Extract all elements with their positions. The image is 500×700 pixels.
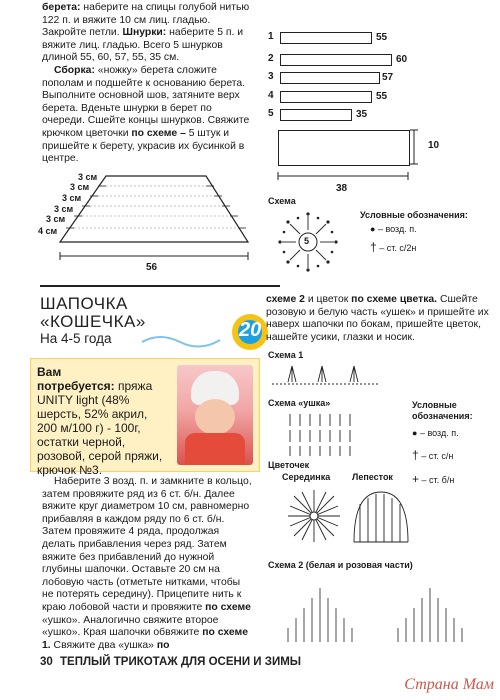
top-legend (360, 210, 500, 254)
petal-drawing (346, 486, 416, 546)
ushko-scheme-label: Схема «ушка» (268, 398, 331, 408)
strip-length: 35 (356, 109, 368, 120)
section-divider (40, 285, 280, 287)
step-label: 3 см (78, 172, 98, 182)
legend-title: Условные обозначения: (412, 400, 473, 421)
legend-row (370, 224, 500, 234)
scheme-2-label: Схема 2 (белая и розовая части) (268, 560, 413, 570)
strip-id: 3 (268, 71, 274, 82)
scheme-center-number: 5 (304, 236, 310, 246)
step-label: 3 см (54, 204, 74, 214)
strip-length: 55 (376, 32, 388, 43)
legend-row (412, 472, 500, 486)
strips-diagram (268, 26, 498, 126)
body-text (42, 476, 252, 652)
right-paragraph (266, 294, 492, 344)
legend-text: – ст. с/н (421, 451, 454, 461)
legend-text: – возд. п. (377, 224, 417, 234)
step-label: 3 см (70, 182, 90, 192)
scheme-1-drawing (268, 360, 388, 390)
text-bold: Сборка: (54, 64, 95, 76)
project-title-line: ШАПОЧКА (40, 294, 128, 313)
step-label: 3 см (62, 193, 82, 203)
footer (40, 656, 301, 668)
legend-title: Условные обозначения: (360, 210, 468, 220)
text-span: наберите 5 п. и вяжите лиц. гладью. Всего 5 шнурков длиной 55, 60, 57, 55, 35 см. (42, 27, 244, 64)
strip-bar (280, 54, 392, 66)
top-paragraph-2 (42, 65, 252, 166)
strip-id: 2 (268, 53, 274, 64)
requirements-box (30, 358, 260, 477)
strip-id: 4 (268, 90, 274, 101)
petal-label: Лепесток (352, 472, 393, 482)
center-label: Серединка (282, 472, 331, 482)
legend-text: – ст. с/2н (379, 243, 417, 253)
strip-length: 60 (396, 54, 408, 65)
text-span: Наберите 3 возд. п. и замкните в кольцо, затем провяжите ряд из 6 ст. б/н. Далее вяжите круг диаметром 10 см, равномерно прибавляя в каждом ряду по 6 ст. б/н. Затем провяжите 4 ряда, продолжая делать прибавления через ряд. Затем вяжите без прибавлений до нужной глубины шапочки. Оставьте 20 см на лобовую часть (отметьте нитками, чтобы не потерять середину). Прицепите нить к краю лобовой части и провяжите (42, 476, 252, 613)
project-title (40, 295, 146, 331)
page-number: 30 (40, 656, 53, 668)
project-age: На 4-5 года (40, 331, 112, 346)
text-span: 5 штук и пришейте к берету, украсив их бусинкой в центре. (42, 127, 245, 165)
text-span: наберите на спицы голубой нитью 122 п. и вяжите 10 см лиц. гладью. Закройте петли. (42, 2, 250, 39)
sweater-shape (185, 433, 245, 465)
strip-bar (280, 72, 380, 84)
ushko-scheme-drawing (280, 408, 370, 458)
text-span: Сшейте розовую и белую часть «ушек» и пришейте их наверх шапочки по бокам, пришейте цветок, нашейте усики, глазки и носик. (266, 294, 489, 343)
legend-row (412, 448, 500, 462)
strip-id: 5 (268, 108, 274, 119)
chain-symbol-icon: ● (412, 428, 418, 438)
text-span: «ножку» берета сложите пополам и подшейте к основанию берета. Выполните основной шов, затяните верх берета. Вденьте шнурки в берет по очереди. Сшейте концы шнурков. Свяжите крючком цветочки (42, 64, 250, 139)
legend-row (412, 428, 500, 438)
strip-length: 55 (376, 91, 388, 102)
text-bold: по схеме (205, 601, 251, 613)
double-crochet-symbol-icon: † (412, 448, 419, 462)
text-bold: потребуется: (37, 379, 115, 393)
rectangle-dimensions (270, 126, 470, 201)
face-shape (195, 399, 235, 435)
legend-text: – ст. б/н (421, 475, 455, 485)
strip-bar (280, 32, 372, 44)
top-paragraph-1 (42, 2, 252, 65)
double-crochet-symbol-icon: † (370, 240, 377, 254)
text-span: пряжа UNITY light (48% шерсть, 52% акрил, 200 м/100 г) - 100г, остатки черной, розовой, серой пряжи, крючок №3. (37, 379, 163, 477)
body-paragraph (42, 476, 252, 652)
requirements-text (37, 365, 169, 477)
strip-id: 1 (268, 31, 274, 42)
top-text (42, 2, 252, 166)
flower-scheme (272, 208, 352, 278)
strip-bar (280, 109, 352, 121)
single-crochet-symbol-icon: + (412, 472, 420, 486)
footer-title: ТЕПЛЫЙ ТРИКОТАЖ ДЛЯ ОСЕНИ И ЗИМЫ (60, 656, 302, 668)
text-bold: по (156, 639, 170, 651)
text-span: «ушко». Аналогично свяжите второе «ушко». Края шапочки обвяжите (42, 614, 219, 639)
center-drawing (280, 486, 350, 546)
text-bold: по схеме 1. (42, 627, 248, 651)
strip-bar (280, 91, 372, 103)
text-bold: схеме 2 (266, 294, 305, 305)
scheme-2-drawing (268, 572, 493, 647)
project-number: 20 (239, 319, 262, 341)
text-bold: по схеме – (131, 127, 186, 139)
right-text (266, 294, 492, 344)
text-bold: Вам (37, 365, 62, 379)
step-label: 4 см (38, 226, 58, 236)
trapezoid-base-label: 56 (146, 262, 158, 273)
text-span: Свяжите два «ушка» (50, 639, 157, 651)
strip-length: 57 (382, 72, 394, 83)
child-photo (177, 365, 253, 465)
text-bold: Шнурки: (122, 27, 167, 39)
watermark: Страна Мам (404, 676, 494, 693)
flower-label: Цветочек (268, 460, 310, 470)
schemes-legend (412, 400, 500, 486)
rect-width-label: 38 (336, 183, 348, 194)
chain-symbol-icon: ● (370, 224, 376, 234)
scheme-1-label: Схема 1 (268, 350, 304, 360)
text-bold: по схеме цветка. (351, 294, 438, 305)
text-span: и цветок (304, 294, 352, 305)
project-title-line: «КОШЕЧКА» (40, 312, 146, 331)
rect-height-label: 10 (428, 140, 440, 151)
scheme-label: Схема (268, 196, 296, 206)
legend-text: – возд. п. (419, 428, 459, 438)
step-label: 3 см (46, 214, 66, 224)
text-bold: берета: (42, 2, 81, 13)
legend-row (370, 240, 500, 254)
